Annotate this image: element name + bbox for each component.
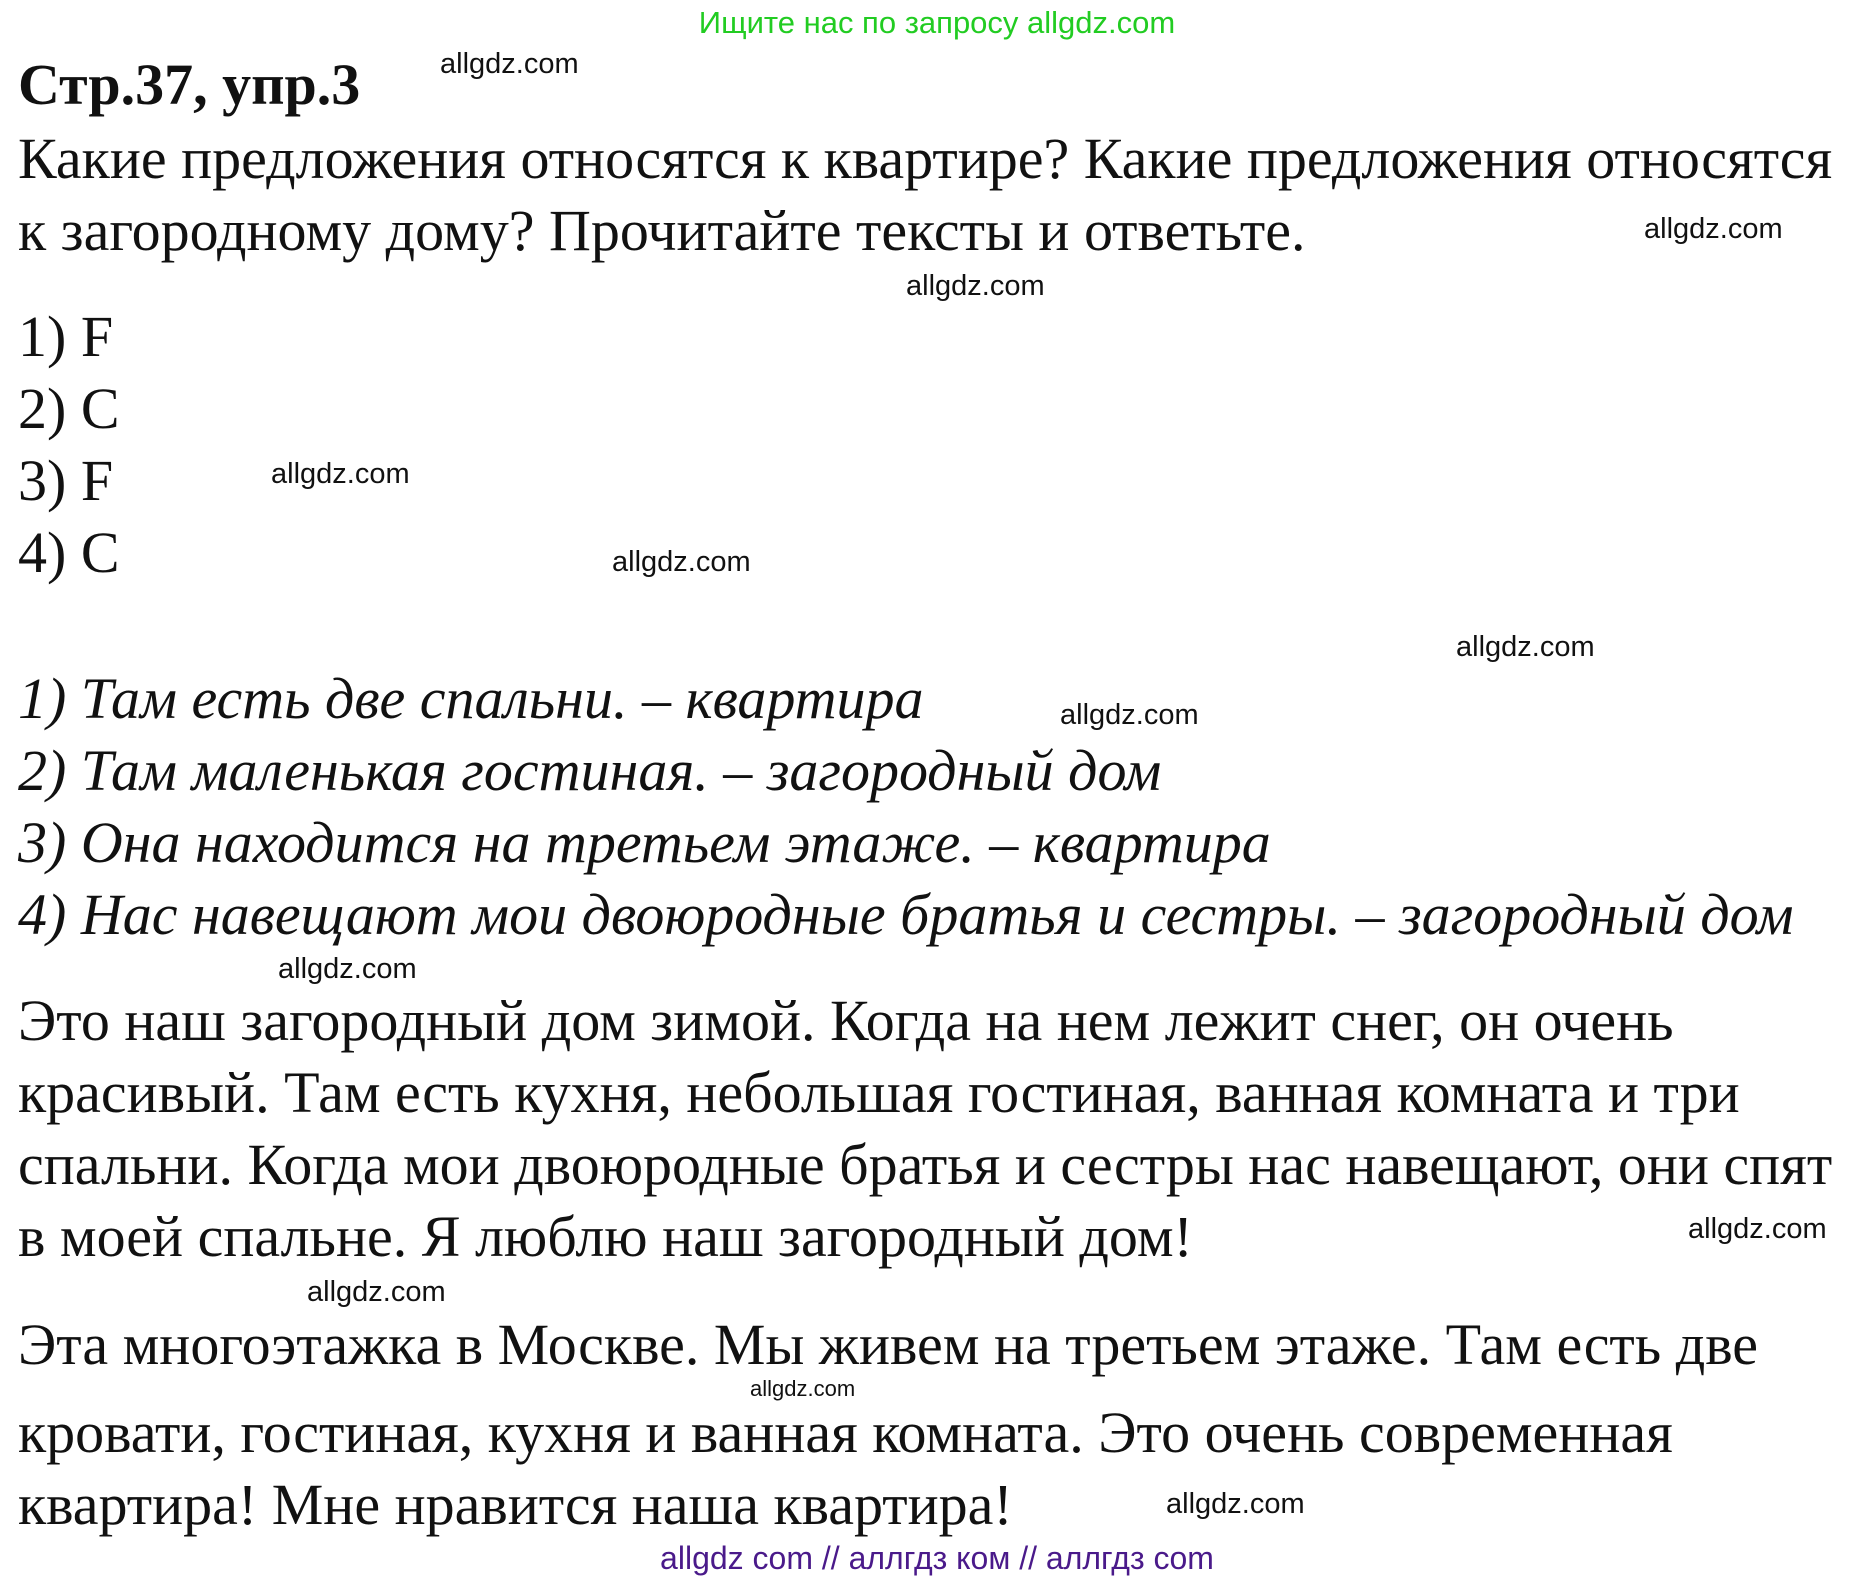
paragraph-line: Эта многоэтажка в Москве. Мы живем на третьем этаже. Там есть две	[18, 1312, 1759, 1377]
paragraph-line: Это наш загородный дом зимой. Когда на нем лежит снег, он очень	[18, 988, 1674, 1053]
watermark: allgdz.com	[1456, 631, 1595, 663]
watermark: allgdz.com	[906, 270, 1045, 302]
question-line: Какие предложения относятся к квартире? Какие предложения относятся	[18, 126, 1833, 191]
watermark: allgdz.com	[307, 1276, 446, 1308]
watermark: allgdz.com	[271, 458, 410, 490]
answer-item: 1) F	[18, 304, 114, 369]
watermark: allgdz.com	[612, 546, 751, 578]
answer-item: 4) C	[18, 520, 120, 585]
watermark: allgdz.com	[1644, 213, 1783, 245]
paragraph-line: кровати, гостиная, кухня и ванная комната. Это очень современная	[18, 1400, 1673, 1465]
watermark: allgdz.com	[278, 953, 417, 985]
paragraph-line: красивый. Там есть кухня, небольшая гостиная, ванная комната и три	[18, 1060, 1740, 1125]
answer-item: 3) F	[18, 448, 114, 513]
paragraph-line: спальни. Когда мои двоюродные братья и сестры нас навещают, они спят	[18, 1132, 1833, 1197]
watermark: allgdz.com	[1060, 699, 1199, 731]
footer-watermark: allgdz com // аллгдз ком // аллгдз com	[660, 1540, 1214, 1576]
watermark: allgdz.com	[440, 48, 579, 80]
sentence-item: 4) Нас навещают мои двоюродные братья и сестры. – загородный дом	[18, 882, 1794, 947]
sentence-item: 1) Там есть две спальни. – квартира	[18, 666, 924, 731]
watermark: allgdz.com	[750, 1376, 856, 1401]
answer-item: 2) C	[18, 376, 120, 441]
page-title: Стр.37, упр.3	[18, 52, 361, 117]
watermark: allgdz.com	[1166, 1488, 1305, 1520]
sentence-item: 2) Там маленькая гостиная. – загородный дом	[18, 738, 1162, 803]
paragraph-line: в моей спальне. Я люблю наш загородный дом!	[18, 1204, 1193, 1269]
question-line: к загородному дому? Прочитайте тексты и ответьте.	[18, 198, 1306, 263]
watermark: allgdz.com	[1688, 1213, 1827, 1245]
paragraph-line: квартира! Мне нравится наша квартира!	[18, 1472, 1013, 1537]
search-hint-banner: Ищите нас по запросу allgdz.com	[698, 5, 1176, 40]
sentence-item: 3) Она находится на третьем этаже. – квартира	[18, 810, 1271, 875]
